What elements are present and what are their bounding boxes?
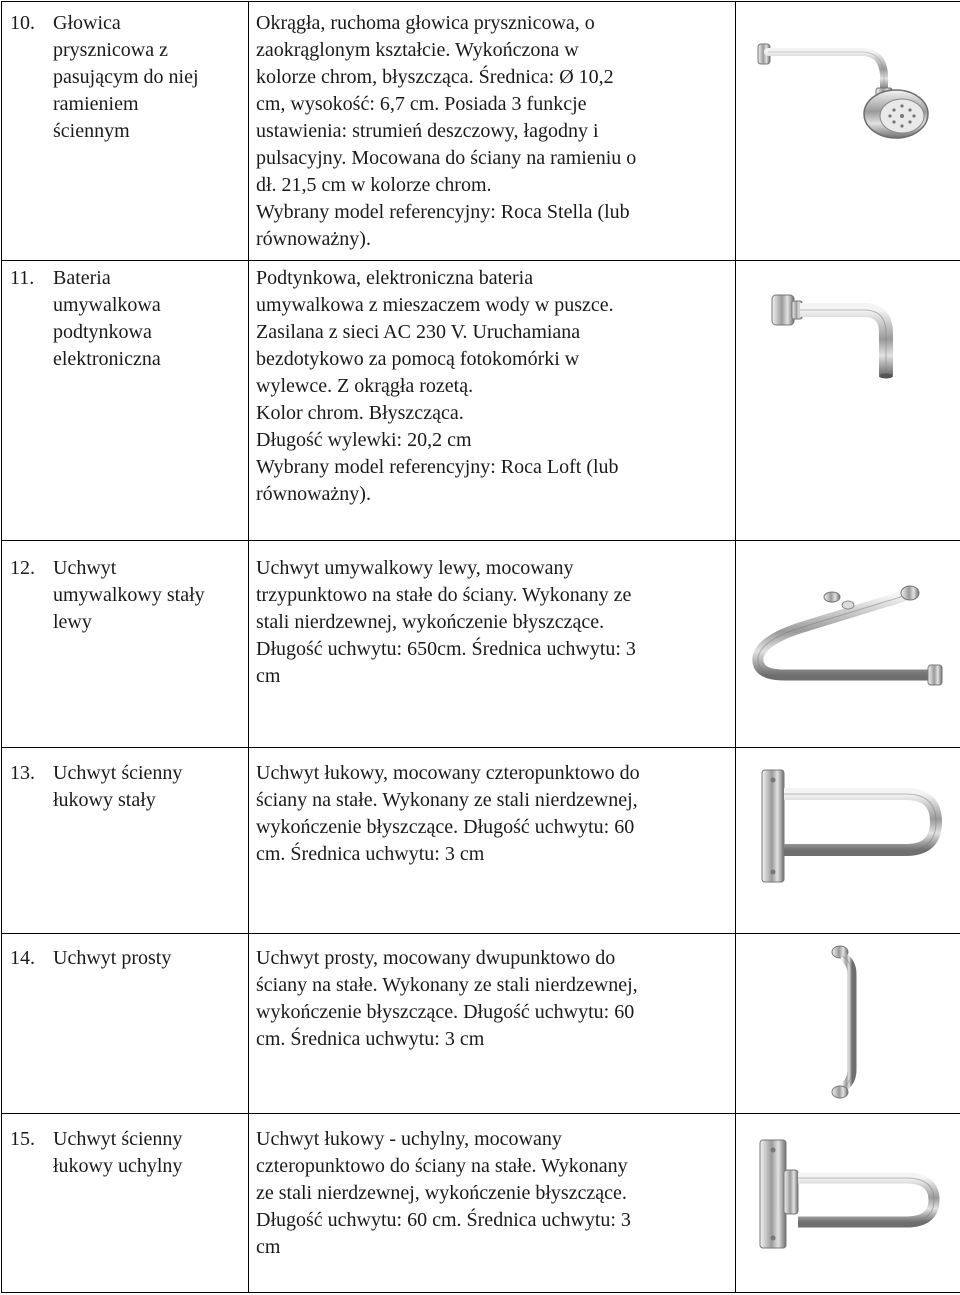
description-line: ściany na stałe. Wykonany ze stali nierdzewnej, xyxy=(256,789,638,811)
description-line: Wybrany model referencyjny: Roca Loft (lub xyxy=(256,456,619,478)
product-name xyxy=(53,945,242,972)
description-line: zaokrąglonym kształcie. Wykończona w xyxy=(256,39,579,61)
description-line: bezdotykowo za pomocą fotokomórki w xyxy=(256,348,580,370)
product-name-line: prysznicowa z xyxy=(53,39,168,61)
description-line: wykończenie błyszczące. Długość uchwytu: 60 xyxy=(256,1001,635,1023)
product-name-line: umywalkowy stały xyxy=(53,584,205,606)
description-line: Długość uchwytu: 60 cm. Średnica uchwytu: 3 xyxy=(256,1209,631,1231)
product-name xyxy=(53,555,242,636)
product-name xyxy=(53,760,242,814)
description-line: wylewce. Z okrągła rozetą. xyxy=(256,375,474,397)
row-number: 15. xyxy=(10,1128,35,1150)
product-description-cell xyxy=(249,748,736,934)
product-description xyxy=(249,1114,735,1261)
washbasin-grab-bar-icon xyxy=(744,571,954,701)
description-line: Podtynkowa, elektroniczna bateria xyxy=(256,267,534,289)
product-description xyxy=(249,2,735,253)
description-line: kolorze chrom, błyszcząca. Średnica: Ø 10,2 xyxy=(256,66,614,88)
table-row xyxy=(2,261,960,541)
product-description-cell xyxy=(249,1114,736,1293)
description-line: ściany na stałe. Wykonany ze stali nierdzewnej, xyxy=(256,974,638,996)
product-name-line: elektroniczna xyxy=(53,348,161,370)
product-image-cell xyxy=(736,2,960,261)
description-line: cm, wysokość: 6,7 cm. Posiada 3 funkcje xyxy=(256,93,587,115)
description-line: cm. Średnica uchwytu: 3 cm xyxy=(256,1028,485,1050)
row-number: 13. xyxy=(10,762,35,784)
shower-head-icon xyxy=(750,30,950,150)
product-image-cell xyxy=(736,748,960,934)
description-line: cm. Średnica uchwytu: 3 cm xyxy=(256,843,485,865)
product-name-line: pasującym do niej xyxy=(53,66,199,88)
description-line: pulsacyjny. Mocowana do ściany na ramieniu o xyxy=(256,147,637,169)
description-line: Długość wylewki: 20,2 cm xyxy=(256,429,472,451)
product-name-line: łukowy uchylny xyxy=(53,1155,183,1177)
product-name-line: Bateria xyxy=(53,267,111,289)
product-name-line: Uchwyt xyxy=(53,557,117,579)
product-name-line: łukowy stały xyxy=(53,789,156,811)
product-description-cell xyxy=(249,934,736,1114)
product-name-line: Uchwyt ścienny xyxy=(53,1128,183,1150)
description-line: umywalkowa z mieszaczem wody w puszce. xyxy=(256,294,614,316)
product-image-cell xyxy=(736,1114,960,1293)
product-image-cell xyxy=(736,261,960,541)
description-line: dł. 21,5 cm w kolorze chrom. xyxy=(256,174,492,196)
product-name-line: Uchwyt prosty xyxy=(53,947,172,969)
description-line: wykończenie błyszczące. Długość uchwytu: 60 xyxy=(256,816,635,838)
product-name-cell xyxy=(2,748,249,934)
description-line: Kolor chrom. Błyszcząca. xyxy=(256,402,464,424)
product-description-cell xyxy=(249,541,736,748)
description-line: Uchwyt łukowy - uchylny, mocowany xyxy=(256,1128,562,1150)
description-line: Zasilana z sieci AC 230 V. Uruchamiana xyxy=(256,321,581,343)
table-row xyxy=(2,541,960,748)
fixed-arched-grab-bar-icon xyxy=(756,764,956,894)
product-name-line: ściennym xyxy=(53,120,130,142)
product-name-cell xyxy=(2,261,249,541)
product-name xyxy=(53,10,242,145)
description-line: Okrągła, ruchoma głowica prysznicowa, o xyxy=(256,12,595,34)
row-number: 12. xyxy=(10,557,35,579)
product-description xyxy=(249,934,735,1053)
description-line: Uchwyt łukowy, mocowany czteropunktowo do xyxy=(256,762,640,784)
row-number: 11. xyxy=(10,267,35,289)
product-name-line: Głowica xyxy=(53,12,121,34)
description-line: Uchwyt umywalkowy lewy, mocowany xyxy=(256,557,574,579)
product-name-cell xyxy=(2,1114,249,1293)
product-image-cell xyxy=(736,934,960,1114)
description-line: Wybrany model referencyjny: Roca Stella (lub xyxy=(256,201,630,223)
product-name-line: lewy xyxy=(53,611,92,633)
product-name-line: podtynkowa xyxy=(53,321,152,343)
product-name xyxy=(53,1126,242,1180)
product-name-line: Uchwyt ścienny xyxy=(53,762,183,784)
product-name-line: umywalkowa xyxy=(53,294,161,316)
table-row xyxy=(2,934,960,1114)
specification-table xyxy=(1,1,960,1293)
description-line: trzypunktowo na stałe do ściany. Wykonany ze xyxy=(256,584,632,606)
description-line: cm xyxy=(256,1236,281,1258)
straight-grab-bar-icon xyxy=(814,942,874,1102)
wall-faucet-icon xyxy=(766,285,926,395)
product-name xyxy=(53,265,242,373)
product-name-cell xyxy=(2,541,249,748)
product-name-line: ramieniem xyxy=(53,93,139,115)
description-line: czteropunktowo do ściany na stałe. Wykonany xyxy=(256,1155,628,1177)
row-number: 10. xyxy=(10,12,35,34)
product-description xyxy=(249,261,735,508)
product-description xyxy=(249,541,735,690)
description-line: ustawienia: strumień deszczowy, łagodny i xyxy=(256,120,599,142)
product-description xyxy=(249,748,735,868)
folding-grab-bar-icon xyxy=(754,1134,954,1264)
table-row xyxy=(2,2,960,261)
description-line: Uchwyt prosty, mocowany dwupunktowo do xyxy=(256,947,616,969)
description-line: równoważny). xyxy=(256,228,371,250)
product-name-cell xyxy=(2,2,249,261)
row-number: 14. xyxy=(10,947,35,969)
product-description-cell xyxy=(249,2,736,261)
product-description-cell xyxy=(249,261,736,541)
description-line: Długość uchwytu: 650cm. Średnica uchwytu: 3 xyxy=(256,638,636,660)
description-line: stali nierdzewnej, wykończenie błyszczące. xyxy=(256,611,605,633)
table-row xyxy=(2,1114,960,1293)
product-image-cell xyxy=(736,541,960,748)
description-line: równoważny). xyxy=(256,483,371,505)
description-line: ze stali nierdzewnej, wykończenie błyszczące. xyxy=(256,1182,627,1204)
description-line: cm xyxy=(256,665,281,687)
table-row xyxy=(2,748,960,934)
product-name-cell xyxy=(2,934,249,1114)
